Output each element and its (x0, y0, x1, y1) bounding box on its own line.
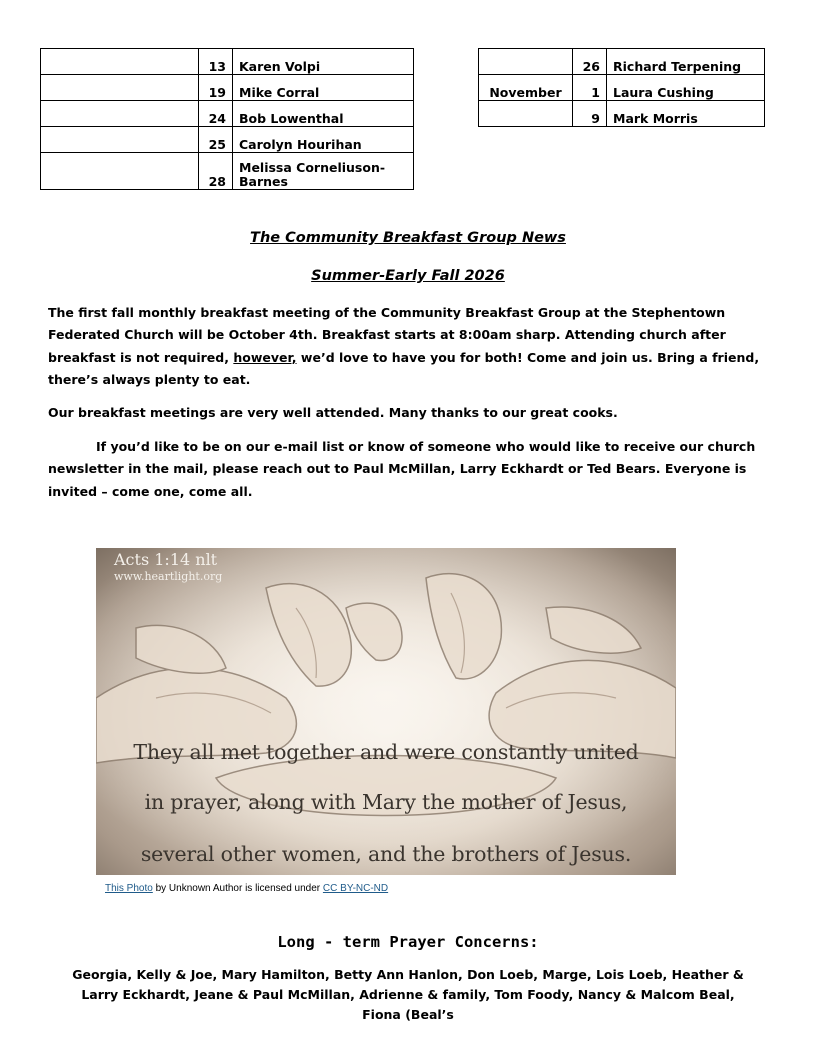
table-row (41, 153, 414, 190)
month-cell (41, 49, 199, 75)
day-cell: 28 (199, 153, 233, 190)
day-cell: 13 (199, 49, 233, 75)
month-cell: November (479, 75, 573, 101)
breakfast-paragraph-3: If you’d like to be on our e-mail list or know of someone who would like to receive our church newsletter in the mail, please reach out to Paul McMillan, Larry Eckhardt or Ted Bears. Everyone is invited – come one, come all. (48, 439, 756, 499)
table-row (41, 127, 414, 153)
emphasis-text: however, (233, 349, 297, 365)
day-cell: 9 (573, 101, 607, 127)
photo-credit (105, 883, 388, 894)
breakfast-paragraph-2: Our breakfast meetings are very well attended. Many thanks to our great cooks. (48, 405, 618, 420)
month-cell (41, 153, 199, 190)
photo-link[interactable]: This Photo (105, 883, 153, 894)
name-cell: Melissa Corneliuson-Barnes (233, 153, 414, 190)
license-link[interactable]: CC BY-NC-ND (322, 883, 389, 894)
day-cell: 26 (573, 49, 607, 75)
verse-line: They all met together and were constantly united (133, 740, 639, 764)
table-row (41, 101, 414, 127)
birthday-table-right (478, 48, 765, 127)
name-cell: Bob Lowenthal (233, 101, 414, 127)
paragraph-text: we’d love to have you for both! Come and join us. Bring a friend, there’s always plenty to eat. (48, 349, 760, 387)
table-row (479, 49, 765, 75)
name-cell: Mike Corral (233, 75, 414, 101)
name-cell: Mark Morris (607, 101, 765, 127)
table-row (41, 49, 414, 75)
table-row (479, 101, 765, 127)
birthday-table-left (40, 48, 414, 190)
day-cell: 25 (199, 127, 233, 153)
day-cell: 1 (573, 75, 607, 101)
table-row (479, 75, 765, 101)
prayer-concerns-heading: Long - term Prayer Concerns: (277, 933, 539, 951)
month-cell (41, 127, 199, 153)
paragraph-text: The first fall monthly breakfast meeting of the Community Breakfast Group at the Stephentown Federated Church will be October 4th. Breakfast starts at 8:00am sharp. Attending church after breakfast is not required, (48, 305, 726, 365)
month-cell (41, 101, 199, 127)
credit-text: by Unknown Author is licensed under (152, 883, 323, 894)
breakfast-news-subtitle: Summer-Early Fall 2026 (311, 268, 505, 284)
breakfast-paragraph-1 (48, 302, 774, 391)
hands-illustration (96, 548, 676, 875)
name-cell: Laura Cushing (607, 75, 765, 101)
day-cell: 24 (199, 101, 233, 127)
verse-line: in prayer, along with Mary the mother of Jesus, (144, 790, 628, 814)
month-cell (41, 75, 199, 101)
name-cell: Karen Volpi (233, 49, 414, 75)
month-cell (479, 101, 573, 127)
praying-hands-photo (96, 548, 676, 875)
month-cell (479, 49, 573, 75)
name-cell: Richard Terpening (607, 49, 765, 75)
verse-line: several other women, and the brothers of Jesus. (140, 842, 632, 866)
prayer-concerns-list: Georgia, Kelly & Joe, Mary Hamilton, Betty Ann Hanlon, Don Loeb, Marge, Lois Loeb, Heather & Larry Eckhardt, Jeane & Paul McMillan, Adrienne & family, Tom Foody, Nancy & Malcom Beal, Fiona (Beal’s (72, 967, 744, 1022)
name-cell: Carolyn Hourihan (233, 127, 414, 153)
day-cell: 19 (199, 75, 233, 101)
verse-website: www.heartlight.org (114, 570, 223, 583)
table-row (41, 75, 414, 101)
breakfast-news-title: The Community Breakfast Group News (250, 230, 566, 246)
verse-reference: Acts 1:14 nlt (114, 550, 218, 569)
